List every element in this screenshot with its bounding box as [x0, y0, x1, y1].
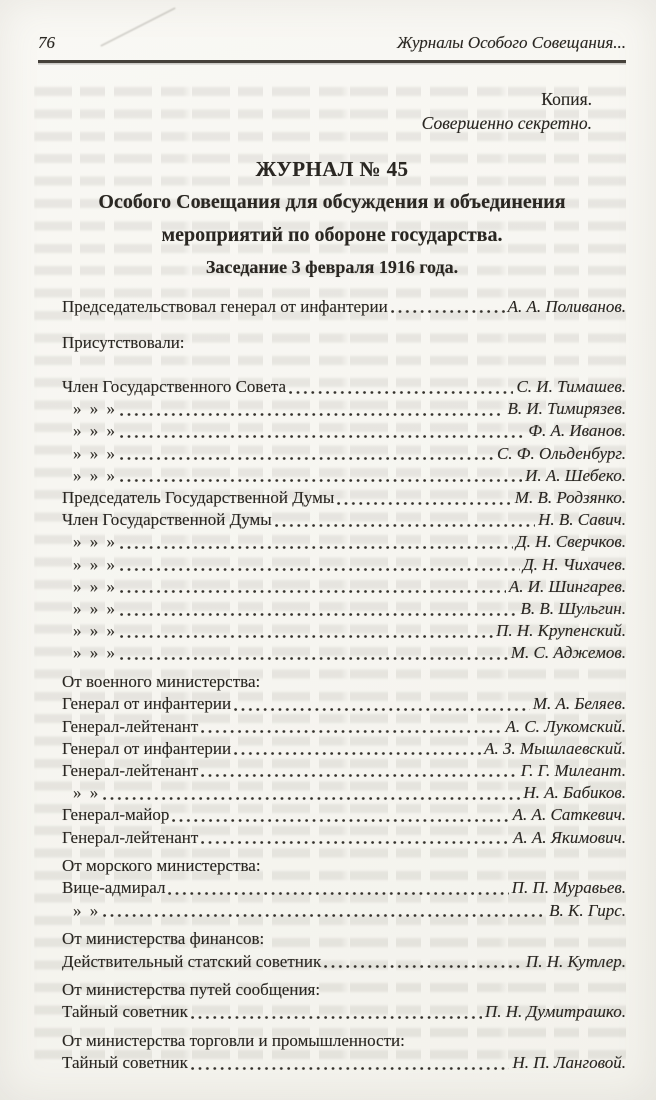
dot-leader	[274, 509, 535, 531]
attendee-row	[62, 900, 626, 922]
attendee-row	[62, 620, 626, 642]
dot-leader	[336, 487, 511, 509]
attendee-name: П. Н. Думитрашко.	[484, 1002, 626, 1022]
attendee-name: М. С. Аджемов.	[510, 643, 626, 663]
ditto-marks: » » »	[73, 421, 117, 441]
dot-leader	[119, 420, 525, 442]
attendee-name: Д. Н. Чихачев.	[522, 554, 626, 574]
ditto-marks: » » »	[73, 465, 117, 485]
dot-leader	[171, 804, 509, 826]
attendee-row	[62, 531, 626, 553]
ministry-section-heading: От министерства путей сообщения:	[62, 980, 321, 1000]
attendee-row	[62, 716, 626, 738]
secrecy-stamp: Совершенно секретно.	[421, 112, 592, 133]
attendee-rank-label: Генерал-лейтенант	[62, 760, 199, 780]
dot-leader	[102, 900, 546, 922]
running-title: Журналы Особого Совещания...	[396, 33, 626, 52]
attendee-row	[62, 804, 626, 826]
dot-leader	[233, 738, 481, 760]
attendee-name: М. А. Беляев.	[532, 694, 626, 714]
attendee-row	[62, 576, 626, 598]
attendee-row	[62, 554, 626, 576]
attendee-rank-label: Генерал-лейтенант	[62, 716, 199, 736]
attendee-row	[62, 738, 626, 760]
session-date-line: Заседание 3 февраля 1916 года.	[205, 256, 459, 277]
title-line-2: Особого Совещания для обсуждения и объединения	[98, 190, 566, 213]
attendee-row	[62, 509, 626, 531]
attendee-name: Н. П. Ланговой.	[512, 1053, 626, 1073]
attendee-row	[62, 827, 626, 849]
attendee-rank-label: Тайный советник	[62, 1002, 188, 1022]
title-line-3: мероприятий по обороне государства.	[161, 223, 503, 246]
page-number: 76	[38, 33, 55, 52]
attendee-rank-label: Тайный советник	[62, 1053, 188, 1073]
dot-leader	[102, 782, 520, 804]
attendee-rank-label: Председательствовал генерал от инфантерии	[62, 296, 388, 316]
attendee-name: А. А. Саткевич.	[512, 805, 626, 825]
attendee-rank-label: Генерал-лейтенант	[62, 827, 199, 847]
dot-leader	[167, 877, 508, 899]
ditto-marks: » » »	[73, 532, 117, 552]
attendee-row	[62, 398, 626, 420]
attendee-rank-label: Член Государственного Совета	[62, 377, 287, 396]
attendee-name: В. В. Шульгин.	[520, 599, 626, 619]
attendee-name: С. И. Тимашев.	[516, 377, 626, 396]
attendee-rank-label: Вице-адмирал	[62, 878, 166, 898]
attendee-row	[62, 1052, 626, 1074]
ministry-section-heading: От министерства финансов:	[62, 929, 265, 949]
attendee-rank-label: Генерал-майор	[62, 805, 170, 825]
dot-leader	[119, 531, 513, 553]
ditto-marks: » » »	[73, 576, 117, 596]
ministry-section-heading: От военного министерства:	[62, 672, 261, 692]
copy-stamp: Копия.	[541, 88, 592, 109]
attendee-row	[62, 782, 626, 804]
attendee-row	[62, 465, 626, 487]
dot-leader	[323, 951, 523, 973]
ditto-marks: » »	[73, 783, 101, 803]
classification-block	[38, 87, 626, 135]
dot-leader	[119, 642, 508, 664]
present-label: Присутствовали:	[62, 332, 185, 352]
attendee-rank-label: Член Государственной Думы	[62, 510, 272, 530]
ditto-marks: » » »	[73, 443, 117, 463]
attendee-name: В. И. Тимирязев.	[507, 399, 626, 419]
attendee-row	[62, 760, 626, 782]
dot-leader	[200, 716, 502, 738]
ditto-marks: » »	[73, 900, 101, 920]
page-header	[38, 32, 626, 54]
attendee-name: П. Н. Кутлер.	[525, 951, 626, 971]
attendee-row	[62, 487, 626, 509]
document-title	[38, 153, 626, 252]
attendee-name: П. П. Муравьев.	[511, 878, 626, 898]
attendee-row	[62, 951, 626, 973]
attendee-name: В. К. Гирс.	[549, 900, 626, 920]
attendee-rank-label: Действительный статский советник	[62, 951, 322, 971]
attendee-rank-label: Генерал от инфантерии	[62, 738, 232, 758]
attendee-name: Г. Г. Милеант.	[520, 760, 626, 780]
attendee-name: А. А. Поливанов.	[507, 296, 626, 316]
attendee-row	[62, 642, 626, 664]
journal-number-line: ЖУРНАЛ № 45	[255, 156, 409, 181]
ministry-section-heading: От министерства торговли и промышленности:	[62, 1031, 405, 1051]
attendee-name: А. С. Лукомский.	[505, 716, 626, 736]
attendee-row	[62, 420, 626, 442]
attendee-rank-label: Председатель Государственной Думы	[62, 488, 335, 508]
dot-leader	[200, 760, 517, 782]
attendee-row	[62, 598, 626, 620]
attendee-name: А. И. Шингарев.	[508, 576, 626, 596]
attendee-row	[62, 443, 626, 465]
dot-leader	[119, 443, 494, 465]
attendee-name: П. Н. Крупенский.	[496, 621, 626, 641]
attendee-name: И. А. Шебеко.	[525, 465, 626, 485]
attendee-name: А. А. Якимович.	[513, 827, 626, 847]
dot-leader	[119, 465, 522, 487]
attendee-name: С. Ф. Ольденбург.	[496, 443, 626, 463]
attendee-row	[62, 296, 626, 318]
dot-leader	[288, 376, 513, 398]
dot-leader	[119, 598, 517, 620]
ministry-section-heading: От морского министерства:	[62, 856, 261, 876]
attendee-roster	[38, 296, 626, 1075]
header-rule	[38, 60, 626, 63]
dot-leader	[190, 1001, 482, 1023]
dot-leader	[119, 576, 506, 598]
attendee-row	[62, 693, 626, 715]
ditto-marks: » » »	[73, 599, 117, 619]
dot-leader	[119, 620, 493, 642]
attendee-name: М. В. Родзянко.	[514, 488, 626, 508]
dot-leader	[190, 1052, 510, 1074]
attendee-row	[62, 376, 626, 398]
ditto-marks: » » »	[73, 399, 117, 419]
dot-leader	[200, 827, 510, 849]
attendee-row	[62, 877, 626, 899]
dot-leader	[119, 398, 504, 420]
attendee-name: Н. А. Бабиков.	[523, 783, 626, 803]
ditto-marks: » » »	[73, 621, 117, 641]
attendee-row	[62, 1001, 626, 1023]
dot-leader	[390, 296, 505, 318]
attendee-name: Н. В. Савич.	[538, 510, 626, 530]
dot-leader	[119, 554, 520, 576]
attendee-name: А. З. Мышлаевский.	[484, 738, 626, 758]
attendee-rank-label: Генерал от инфантерии	[62, 694, 232, 714]
ditto-marks: » » »	[73, 554, 117, 574]
attendee-name: Д. Н. Сверчков.	[515, 532, 626, 552]
dot-leader	[233, 693, 530, 715]
ditto-marks: » » »	[73, 643, 117, 663]
attendee-name: Ф. А. Иванов.	[528, 421, 626, 441]
